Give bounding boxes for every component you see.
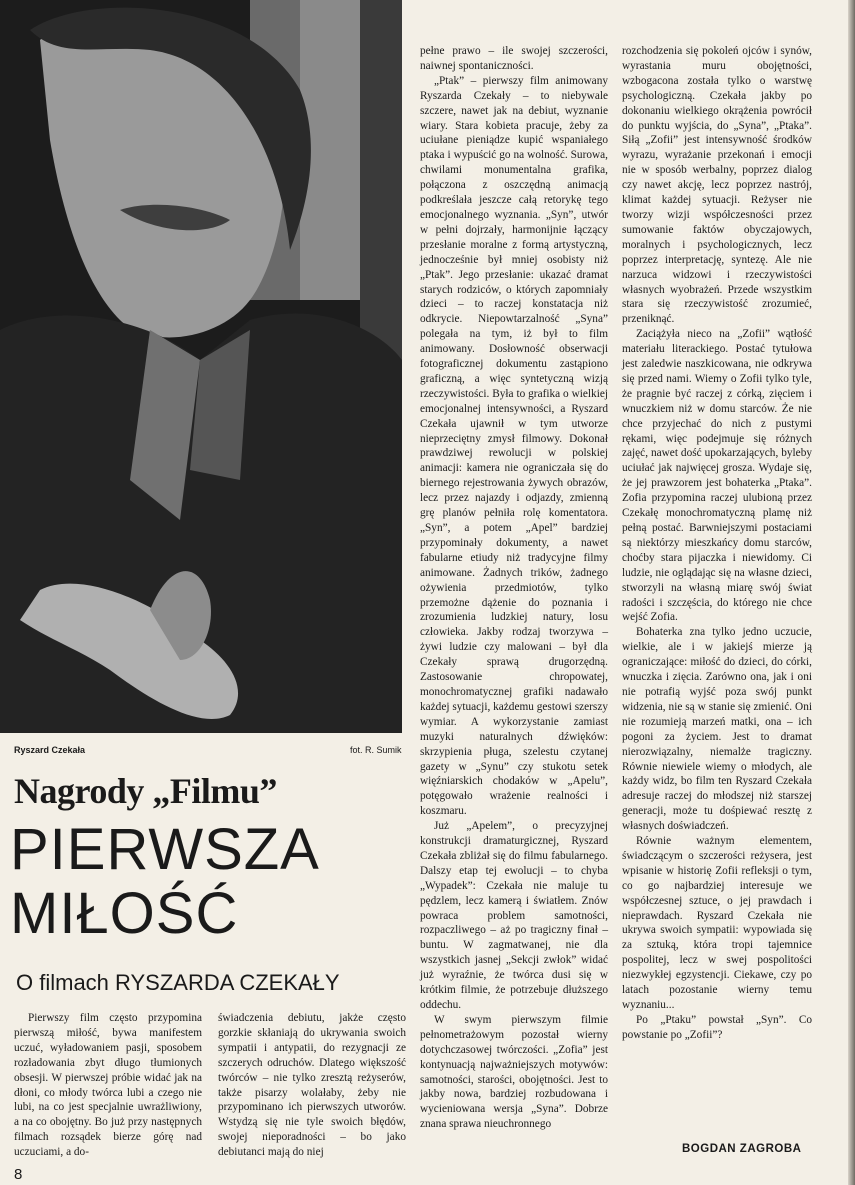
- paragraph: Równie ważnym elementem, świadczącym o szczerości reżysera, jest wpisanie w historię Zofii refleksji o tym, co go najbardziej interesuje we współczesnej sztuce, o jej prawdach i nieprawdach. Ryszard Czekała nie ukrywa swoich sympatii: wypowiada się za sztuką, która tropi tajemnice pospolitej, lecz w swej pospolitości niezwykłej egzystencji. Ciekawe, czy po latach pozostanie wierny temu wyznaniu...: [622, 835, 812, 1011]
- paragraph: rozchodzenia się pokoleń ojców i synów, wyrastania muru obojętności, wzbogacona została tylko o warstwę psychologiczną. Czekała jakby po dokonaniu wielkiego okrążenia powrócił do punktu wyjścia, do „Syna”, „Ptaka”. Siłą „Zofii” jest intensywność środków wyrazu, wyrażanie przekonań i emocji nie w sposób werbalny, poprzez dialog czy nawet akcję, lecz poprzez nastrój, klimat każdej sytuacji. Reżyser nie tworzy wizji współczesności przez sumowanie faktów obyczajowych, moralnych i psychologicznych, lecz poprzez interpretację, syntezę. Ale nie narzuca widzowi i rzeczywistości własnych wyobrażeń. Przede wszystkim stara się rzeczywistość zrozumieć, przeniknąć.: [622, 45, 812, 326]
- title-line-2: MIŁOŚĆ: [10, 881, 239, 946]
- text-column-3: [420, 44, 608, 1132]
- paragraph: Bohaterka zna tylko jedno uczucie, wielkie, ale i w jakiejś mierze ją ograniczające: miłość do dzieci, do córki, wnuczka i zięcia. Zarówno ona, jak i oni nie potrafią wyjść poza swój punkt widzenia, nie są w stanie się zmienić. Oni nie rozumieją marzeń matki, ona – ich pogoni za życiem. Jest to dramat nierozwiązalny, niemalże tragiczny. Równie niewiele wiemy o młodych, ale każdy widz, bo film ten Ryszard Czekała adresuje raczej do młodszej niż starszej generacji, może tu dośpiewać resztę z własnych doświadczeń.: [622, 626, 812, 833]
- text-column-2: [218, 1011, 406, 1160]
- article-title: [10, 818, 405, 946]
- portrait-photo: [0, 0, 402, 733]
- photo-credit: fot. R. Sumik: [350, 745, 402, 755]
- portrait-photo-image: [0, 0, 402, 733]
- article-subtitle: O filmach RYSZARDA CZEKAŁY: [16, 970, 340, 995]
- paragraph: W swym pierwszym filmie pełnometrażowym pozostał wierny dotychczasowej twórczości. „Zofia” jest kontynuacją najważniejszych motywów: samotności, starości, obojętności. Jest to jakby nowa, bardziej rozbudowana i wycieniowana wersja „Syna”. Dobrze znana sprawa nieuchronnego: [420, 1013, 608, 1131]
- author-signature: BOGDAN ZAGROBA: [682, 1143, 802, 1155]
- text-column-4: [622, 44, 812, 1043]
- photo-caption: Ryszard Czekała: [14, 745, 86, 755]
- paragraph: Już „Apelem”, o precyzyjnej konstrukcji dramaturgicznej, Ryszard Czekała zbliżał się do filmu fabularnego. Dalszy etap tej ewolucji – to chyba „Wypadek”: Czekała nie maluje tu pędzlem, lecz kamerą i światłem. Znów powraca problem samotności, rozpaczliwego – aż po tragiczny finał – buntu. W zagmatwanej, nie dla wszystkich jasnej „Sekcji zwłok” widać już wyraźnie, że twórca dusi się w krótkim filmie, że potrzebuje dłuższego oddechu.: [420, 820, 608, 1011]
- paragraph: pełne prawo – ile swojej szczerości, naiwnej spontaniczności.: [420, 45, 608, 72]
- paragraph: świadczenia debiutu, jakże często gorzkie skłaniają do ukrywania swoich sympatii i antypatii, do rezygnacji ze szczerych odruchów. Dlatego większość twórców – nie tylko zresztą reżyserów, także pisarzy wolałaby, żeby nie przypominano ich pierwszych utworów. Wstydzą się nie tyle swoich błędów, swojej nieporadności – bo jako debiutanci mają do niej: [218, 1012, 406, 1159]
- page-edge: [848, 0, 855, 1185]
- paragraph: Po „Ptaku” powstał „Syn”. Co powstanie po „Zofii”?: [622, 1013, 812, 1041]
- section-kicker: Nagrody „Filmu”: [14, 771, 277, 811]
- paragraph: Pierwszy film często przypomina pierwszą miłość, bywa manifestem uczuć, wyładowaniem pasji, sposobem rozładowania zbyt długo tłumionych obsesji. W pierwszej próbie widać jak na dłoni, co młody twórca lubi a czego nie lubi, na co jest specjalnie uwrażliwiony, a na co obojętny. Bo już przy następnych filmach rozsądek bierze górę nad uczuciami, a do-: [14, 1012, 202, 1159]
- title-line-1: PIERWSZA: [10, 817, 320, 882]
- text-column-1: [14, 1011, 202, 1160]
- paragraph: Zaciążyła nieco na „Zofii” wątłość materiału literackiego. Postać tytułowa jest zaledwie naszkicowana, nie odkrywa się przed nami. Wiemy o Zofii tylko tyle, że pragnie być raczej z córką, zięciem i wnuczkiem niż w domu starców. Że nie chce przyjechać do nich z pustymi rękami, więc podejmuje się różnych zajęć, nawet dość upokarzających, byleby uciułać jak najwięcej grosza. Wydaje się, że jej prawzorem jest bohaterka „Ptaka”. Zofia przypomina raczej ulubioną przez Czekałę monochromatyczną plamę niż pełną postać. Barwniejszymi postaciami są niektórzy mieszkańcy domu starców, choćby stara pijaczka i niewidomy. Ci ludzie, nie oglądając się na własne dzieci, stworzyli na własną miarę swój świat radości i szczęścia, do którego nie chce wejść Zofia.: [622, 328, 812, 624]
- page-number: 8: [14, 1166, 23, 1183]
- paragraph: „Ptak” – pierwszy film animowany Ryszarda Czekały – to niebywale szczere, nawet jak na debiut, wyznanie wiary. Stara kobieta pracuje, żeby za uciułane pieniądze kupić wspaniałego ptaka i wypuścić go na wolność. Surowa, chwilami monumentalna grafika, połączona z oszczędną animacją podkreślała jeszcze całą retorykę tego emocjonalnego wyznania. „Syn”, utwór w pełni dojrzały, harmonijnie łączący przesłanie moralne z formą artystyczną, jednocześnie był mniej osobisty niż „Ptak”. Jego przesłanie: ukazać dramat starych rodziców, o których zapomniały dzieci – to raczej konstatacja niż odkrycie. Niepowtarzalność „Syna” polegała na tym, iż był to film animowany. Dosłowność obserwacji fotograficznej dokumentu zastąpiono graficzną, a więc syntetyczną wizją rzeczywistości. Była to grafika o wielkiej emocjonalnej intensywności, a Ryszard Czekała ujawnił w tym utworze nieprzeciętny zmysł filmowy. Dokonał prawdziwej rewolucji w polskiej animacji: kamera nie ograniczała się do biernego rejestrowania żywych obrazów, lecz przez najazdy i odjazdy, zmienną grę planów pełniła rolę komentatora. „Syn”, a potem „Apel” bardziej przypominały dokumenty, a nawet fabularne etiudy niż tradycyjne filmy animowane. Żadnych trików, żadnego ożywienia przedmiotów, tylko przemożne dążenie do poznania i zrozumienia ludzkiej natury, losu człowieka. Jakby rodzaj tworzywa – żywi ludzie czy malowani – był dla Czekały sprawą drugorzędną. Zastosowanie chropowatej, monochromatycznej grafiki nadawało każdej sytuacji, każdemu gestowi szerszy wymiar. A wykorzystanie zamiast muzyki naturalnych dźwięków: skrzypienia pługa, szelestu czytanej gazety w „Synu” czy stukotu setek więźniarskich chodaków w „Apelu”, potęgowało wrażenie realności i koszmaru.: [420, 74, 608, 818]
